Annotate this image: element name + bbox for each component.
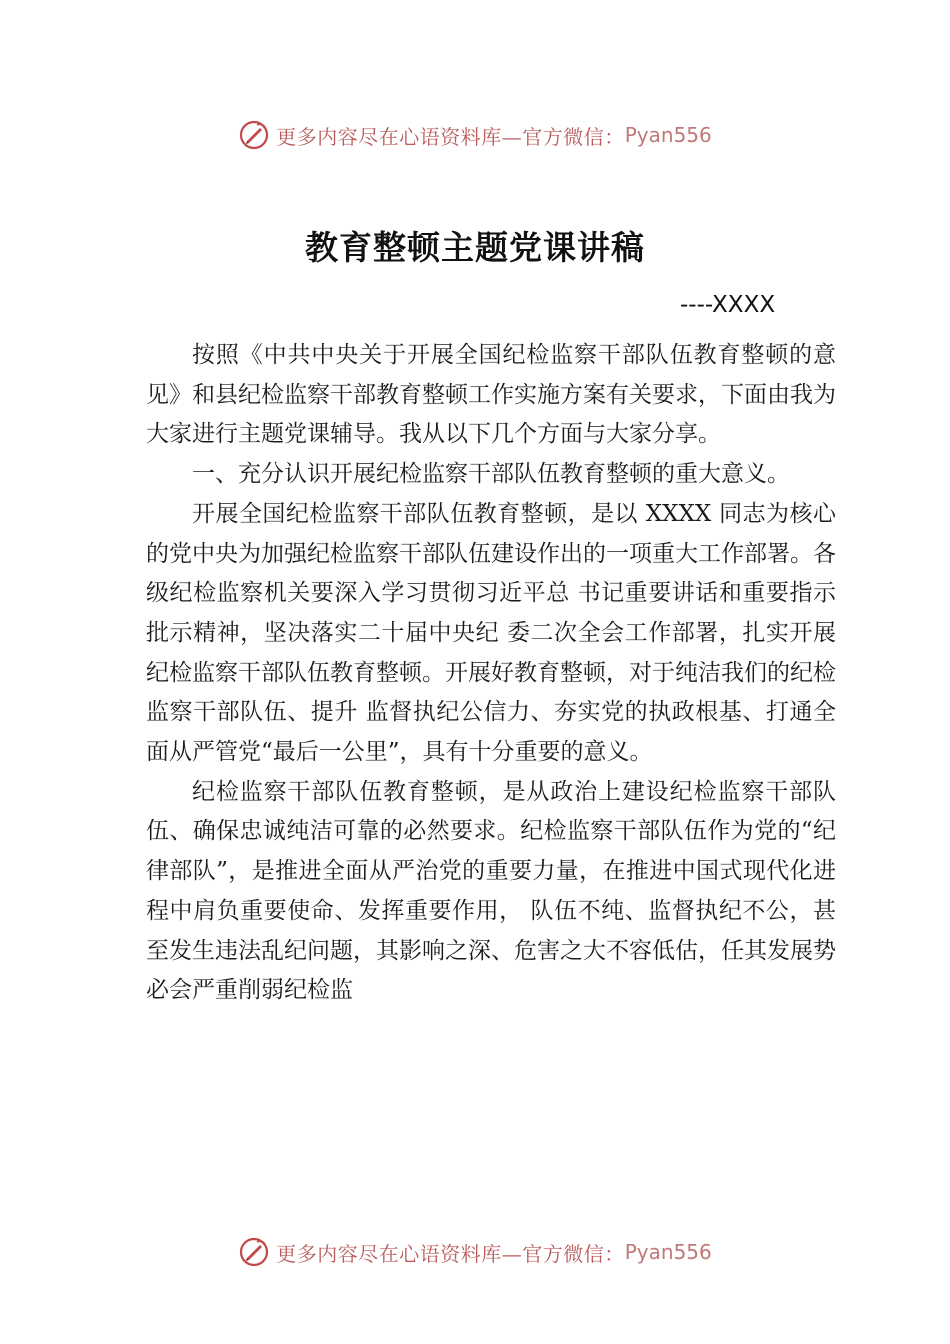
document-author: ----XXXX xyxy=(680,292,776,318)
pen-logo-icon xyxy=(238,1236,270,1268)
paragraph: 按照《中共中央关于开展全国纪检监察干部队伍教育整顿的意见》和县纪检监察干部教育整顿工作实施方案有关要求，下面由我为大家进行主题党课辅导。我从以下几个方面与大家分享。 xyxy=(146,342,836,448)
watermark-text: 更多内容尽在心语资料库—官方微信： xyxy=(276,124,625,149)
document-title: 教育整顿主题党课讲稿 xyxy=(305,228,645,267)
pen-logo-icon xyxy=(238,119,270,151)
watermark-wechat-id: Pyan556 xyxy=(624,123,712,147)
watermark-wechat-id: Pyan556 xyxy=(624,1240,712,1264)
paragraph: 纪检监察干部队伍教育整顿，是从政治上建设纪检监察干部队伍、确保忠诚纯洁可靠的必然要求。纪检监察干部队伍作为党的“纪律部队”，是推进全面从严治党的重要力量，在推进中国式现代化进程中肩负重要使命、发挥重要作用， 队伍不纯、监督执纪不公，甚至发生违法乱纪问题，其影响之深、危害之大不容低估，任其发展势必会严重削弱纪检监 xyxy=(146,778,836,1004)
paragraph: 开展全国纪检监察干部队伍教育整顿，是以 XXXX 同志为核心的党中央为加强纪检监察干部队伍建设作出的一项重大工作部署。各级纪检监察机关要深入学习贯彻习近平总 书记重要讲话和重要指示批示精神，坚决落实二十届中央纪 委二次全会工作部署，扎实开展纪检监察干部队伍教育整顿。开展好教育整顿，对于纯洁我们的纪检监察干部队伍、提升 监督执纪公信力、夯实党的执政根基、打通全面从严管党“最后一公里”，具有十分重要的意义。 xyxy=(146,500,836,766)
watermark-text: 更多内容尽在心语资料库—官方微信： xyxy=(276,1241,625,1266)
document-body xyxy=(146,336,836,1011)
footer-watermark-banner xyxy=(0,1232,950,1272)
section-heading: 一、充分认识开展纪检监察干部队伍教育整顿的重大意义。 xyxy=(192,461,790,488)
header-watermark-banner xyxy=(0,115,950,155)
